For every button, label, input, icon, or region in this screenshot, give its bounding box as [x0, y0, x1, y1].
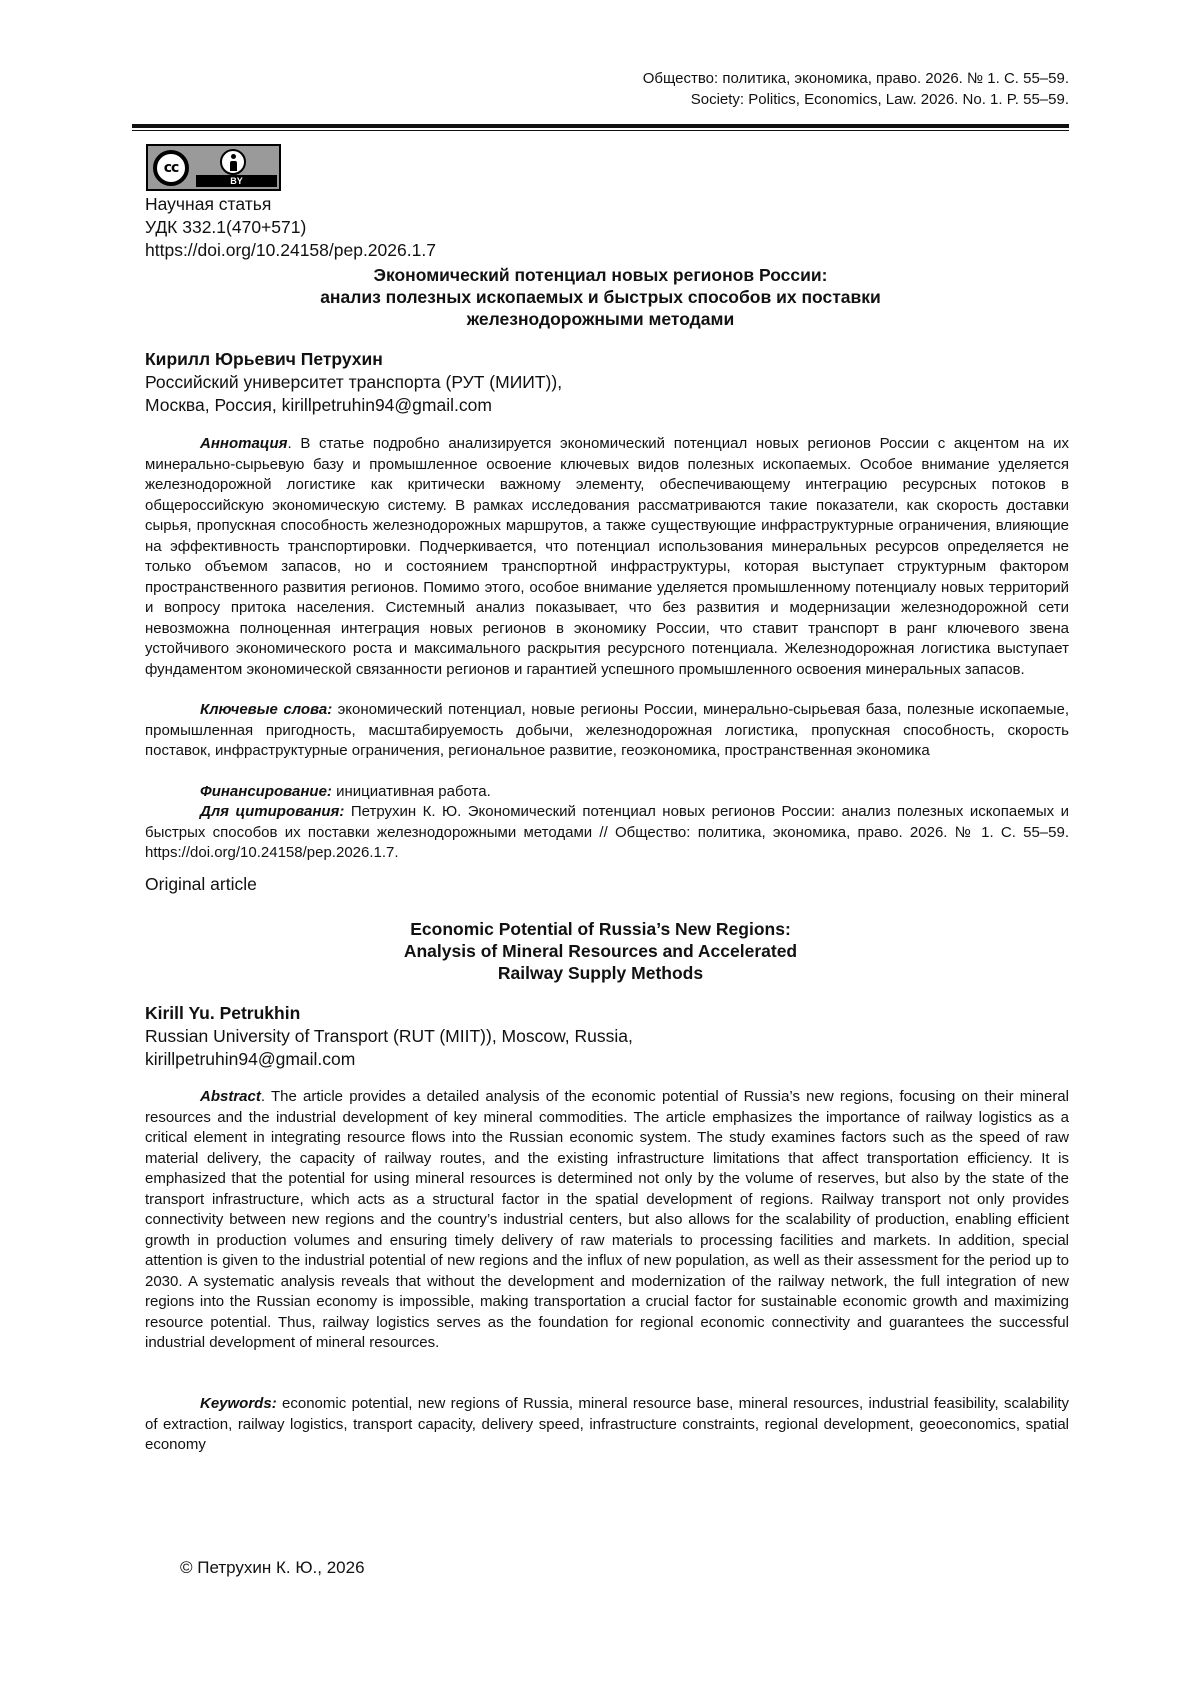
funding-ru [145, 782, 1069, 803]
abstract-en-text: . The article provides a detailed analysis of the economic potential of Russia’s new regions, focusing on their mineral resources and the industrial development of key mineral commodities. The article emphasizes the importance of railway logistics as a critical element in integrating resource flows into the Russian economic system. The study examines factors such as the speed of raw material delivery, the capacity of railway routes, and the existing infrastructure limitations that affect transportation efficiency. It is emphasized that the potential for using mineral resources is determined not only by the volume of reserves, but also by the state of the transport infrastructure, which acts as a structural factor in the spatial development of regions. Railway transport not only provides connectivity between new regions and the country’s industrial centers, but also allows for the scalability of production, enabling efficient growth in production volumes and ensuring timely delivery of raw materials to processing facilities and markets. In addition, special attention is given to the industrial potential of new regions and the influx of new population, as well as their assessment for the period up to 2030. A systematic analysis reveals that without the development and modernization of the railway network, the full integration of new regions into the Russian economy is impossible, making transportation a crucial factor for sustainable economic growth and maximizing resource potential. Thus, railway logistics serves as the foundation for regional economic connectivity and guarantees the successful industrial development of mineral resources. [145, 1088, 1069, 1351]
author-name-ru: Кирилл Юрьевич Петрухин [145, 349, 383, 369]
keywords-en [145, 1394, 1069, 1456]
keywords-ru-label: Ключевые слова: [200, 701, 333, 718]
keywords-en-label: Keywords: [200, 1395, 277, 1412]
attribution-person-icon [220, 149, 246, 175]
cc-by-license-badge[interactable] [146, 144, 281, 191]
citation-ru [145, 802, 1069, 864]
article-title-en [132, 918, 1069, 984]
author-affiliation-en: Russian University of Transport (RUT (MIIT)), Moscow, Russia, [145, 1026, 633, 1046]
title-en-line-1: Economic Potential of Russia’s New Regions: [410, 919, 791, 939]
cc-icon: cc [153, 150, 189, 186]
keywords-ru-text: экономический потенциал, новые регионы России, минерально-сырьевая база, полезные ископаемые, промышленная пригодность, масштабируемость добычи, железнодорожная логистика, пропускная способность, скорость поставок, инфраструктурные ограничения, региональное развитие, геоэкономика, пространственная экономика [145, 701, 1069, 759]
abstract-ru [145, 434, 1069, 680]
cc-by-label: BY [196, 175, 277, 187]
author-block-ru [145, 348, 562, 417]
abstract-en [145, 1087, 1069, 1354]
title-ru-line-3: железнодорожными методами [466, 309, 735, 329]
article-meta-ru [145, 193, 436, 262]
copyright-notice: © Петрухин К. Ю., 2026 [180, 1558, 365, 1577]
author-affiliation-ru: Российский университет транспорта (РУТ (МИИТ)), [145, 372, 563, 392]
article-type-ru: Научная статья [145, 194, 272, 214]
article-title-ru [132, 264, 1069, 330]
funding-ru-text: инициативная работа. [331, 783, 491, 800]
header-rule-thick [132, 124, 1069, 128]
title-ru-line-2: анализ полезных ископаемых и быстрых способов их поставки [320, 287, 881, 307]
citation-ru-label: Для цитирования: [200, 803, 345, 820]
title-en-line-2: Analysis of Mineral Resources and Accelerated [403, 941, 798, 961]
abstract-ru-label: Аннотация [200, 435, 288, 452]
author-name-en: Kirill Yu. Petrukhin [145, 1003, 301, 1023]
citation-ru-text: Петрухин К. Ю. Экономический потенциал новых регионов России: анализ полезных ископаемых и быстрых способов их поставки железнодорожными методами // Общество: политика, экономика, право. 2026. № 1. С. 55–59. https://doi.org/10.24158/pep.2026.1.7. [145, 803, 1069, 861]
title-en-line-3: Railway Supply Methods [497, 963, 704, 983]
author-block-en [145, 1002, 633, 1071]
keywords-ru [145, 700, 1069, 762]
header-rule-thin [132, 130, 1069, 131]
title-ru-line-1: Экономический потенциал новых регионов России: [373, 265, 828, 285]
article-type-en: Original article [145, 874, 257, 894]
udc-code: УДК 332.1(470+571) [145, 217, 307, 237]
author-email-en: kirillpetruhin94@gmail.com [145, 1049, 356, 1069]
keywords-en-text: economic potential, new regions of Russia, mineral resource base, mineral resources, industrial feasibility, scalability of extraction, railway logistics, transport capacity, delivery speed, infrastructure constraints, regional development, geoeconomics, spatial economy [145, 1395, 1069, 1453]
running-header [643, 68, 1069, 110]
header-line-ru: Общество: политика, экономика, право. 2026. № 1. С. 55–59. [642, 70, 1069, 87]
header-line-en: Society: Politics, Economics, Law. 2026. No. 1. P. 55–59. [690, 91, 1069, 108]
author-location-email-ru: Москва, Россия, kirillpetruhin94@gmail.com [145, 395, 492, 415]
abstract-en-label: Abstract [200, 1088, 261, 1105]
abstract-ru-text: . В статье подробно анализируется экономический потенциал новых регионов России с акцентом на их минерально-сырьевую базу и промышленное освоение ключевых видов полезных ископаемых. Особое внимание уделяется железнодорожной логистике как критически важному элементу, обеспечивающему интеграцию ресурсных потоков в общероссийскую экономическую систему. В рамках исследования рассматриваются такие показатели, как скорость доставки сырья, пропускная способность железнодорожных маршрутов, а также существующие инфраструктурные ограничения, влияющие на эффективность транспортировки. Подчеркивается, что потенциал использования минеральных ресурсов определяется не только объемом запасов, но и состоянием транспортной инфраструктуры, которая выступает структурным фактором пространственного развития регионов. Помимо этого, особое внимание уделяется промышленному потенциалу новых территорий и вопросу притока населения. Системный анализ показывает, что без развития и модернизации железнодорожной сети невозможна полноценная интеграция новых регионов в экономику России, что ставит транспорт в ранг ключевого звена устойчивого экономического роста и максимального раскрытия ресурсного потенциала. Железнодорожная логистика выступает фундаментом экономической связанности регионов и гарантией успешного промышленного освоения минеральных запасов. [145, 435, 1069, 678]
funding-ru-label: Финансирование: [200, 783, 332, 800]
doi-link[interactable]: https://doi.org/10.24158/pep.2026.1.7 [145, 240, 436, 260]
